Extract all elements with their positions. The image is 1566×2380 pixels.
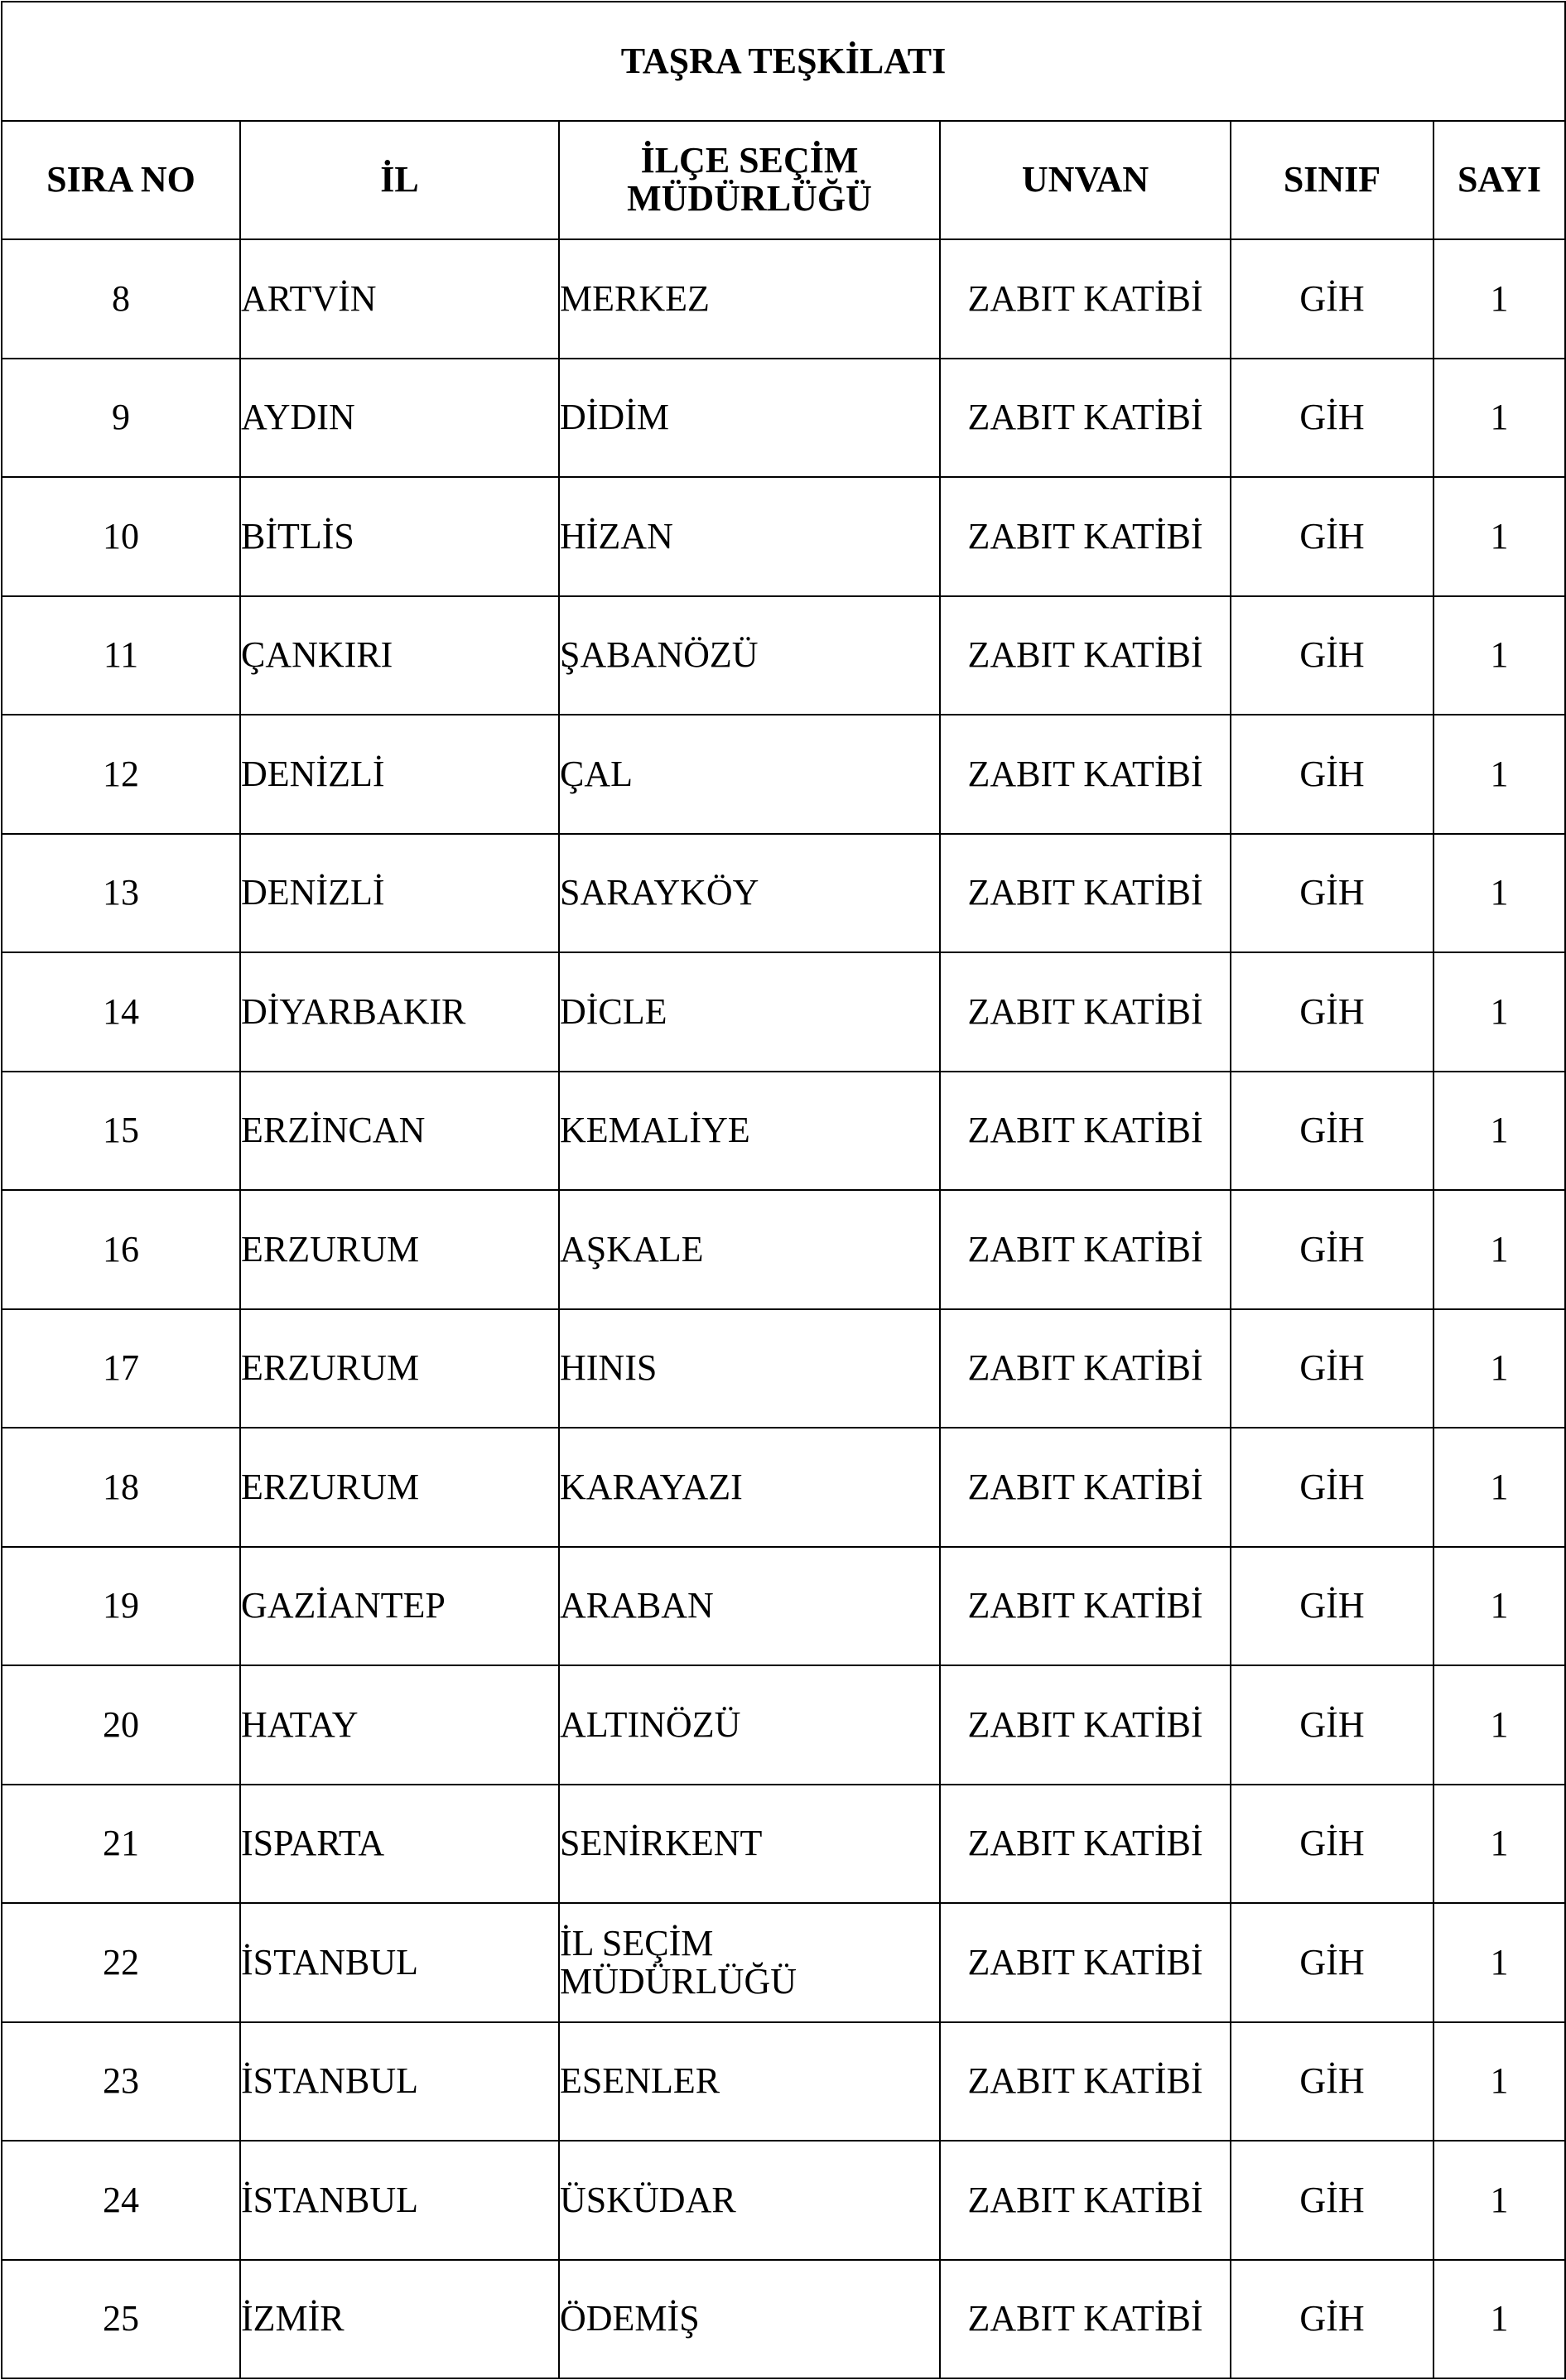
cell-sinif: GİH bbox=[1231, 1665, 1433, 1785]
cell-sira-no: 8 bbox=[2, 239, 240, 359]
cell-unvan: ZABIT KATİBİ bbox=[940, 359, 1231, 478]
cell-il: ERZİNCAN bbox=[240, 1072, 559, 1191]
cell-sira-no: 25 bbox=[2, 2260, 240, 2379]
cell-ilce: ÇAL bbox=[559, 715, 940, 834]
cell-unvan: ZABIT KATİBİ bbox=[940, 1428, 1231, 1547]
table-row bbox=[2, 1547, 1565, 1666]
cell-ilce: SARAYKÖY bbox=[559, 834, 940, 953]
cell-sinif: GİH bbox=[1231, 239, 1433, 359]
table-row bbox=[2, 1072, 1565, 1191]
cell-sayi: 1 bbox=[1433, 2260, 1565, 2379]
cell-il: AYDIN bbox=[240, 359, 559, 478]
cell-sinif: GİH bbox=[1231, 2260, 1433, 2379]
title-row bbox=[2, 2, 1565, 121]
cell-il: DENİZLİ bbox=[240, 834, 559, 953]
cell-ilce: SENİRKENT bbox=[559, 1785, 940, 1904]
cell-unvan: ZABIT KATİBİ bbox=[940, 2022, 1231, 2142]
table-row bbox=[2, 2022, 1565, 2142]
header-row bbox=[2, 121, 1565, 240]
cell-sinif: GİH bbox=[1231, 1428, 1433, 1547]
cell-ilce: DİCLE bbox=[559, 952, 940, 1072]
header-ilce-secim-mudurlugu bbox=[559, 121, 940, 240]
cell-sinif: GİH bbox=[1231, 596, 1433, 715]
cell-il: ERZURUM bbox=[240, 1190, 559, 1309]
cell-unvan: ZABIT KATİBİ bbox=[940, 1309, 1231, 1428]
header-il: İL bbox=[240, 121, 559, 240]
header-sira-no: SIRA NO bbox=[2, 121, 240, 240]
table-row bbox=[2, 1428, 1565, 1547]
cell-sira-no: 19 bbox=[2, 1547, 240, 1666]
cell-sayi: 1 bbox=[1433, 1547, 1565, 1666]
cell-sinif: GİH bbox=[1231, 715, 1433, 834]
cell-il: İZMİR bbox=[240, 2260, 559, 2379]
cell-unvan: ZABIT KATİBİ bbox=[940, 596, 1231, 715]
cell-il: İSTANBUL bbox=[240, 2141, 559, 2260]
cell-sinif: GİH bbox=[1231, 1309, 1433, 1428]
table-row bbox=[2, 2260, 1565, 2379]
cell-sira-no: 15 bbox=[2, 1072, 240, 1191]
cell-ilce: ARABAN bbox=[559, 1547, 940, 1666]
cell-unvan: ZABIT KATİBİ bbox=[940, 1547, 1231, 1666]
cell-il: ARTVİN bbox=[240, 239, 559, 359]
cell-sinif: GİH bbox=[1231, 1072, 1433, 1191]
cell-il: İSTANBUL bbox=[240, 2022, 559, 2142]
table-row bbox=[2, 1785, 1565, 1904]
cell-sayi: 1 bbox=[1433, 1309, 1565, 1428]
cell-sayi: 1 bbox=[1433, 834, 1565, 953]
header-unvan: UNVAN bbox=[940, 121, 1231, 240]
cell-il: ISPARTA bbox=[240, 1785, 559, 1904]
cell-sinif: GİH bbox=[1231, 1547, 1433, 1666]
cell-ilce: İL SEÇİM MÜDÜRLÜĞÜ bbox=[559, 1903, 940, 2022]
cell-sinif: GİH bbox=[1231, 1190, 1433, 1309]
cell-unvan: ZABIT KATİBİ bbox=[940, 834, 1231, 953]
table-row bbox=[2, 2141, 1565, 2260]
cell-sira-no: 23 bbox=[2, 2022, 240, 2142]
cell-ilce: KARAYAZI bbox=[559, 1428, 940, 1547]
cell-sinif: GİH bbox=[1231, 2141, 1433, 2260]
cell-il: HATAY bbox=[240, 1665, 559, 1785]
cell-ilce: ESENLER bbox=[559, 2022, 940, 2142]
cell-unvan: ZABIT KATİBİ bbox=[940, 952, 1231, 1072]
table-row bbox=[2, 715, 1565, 834]
cell-unvan: ZABIT KATİBİ bbox=[940, 1665, 1231, 1785]
cell-il: DENİZLİ bbox=[240, 715, 559, 834]
cell-sayi: 1 bbox=[1433, 2022, 1565, 2142]
table-row bbox=[2, 596, 1565, 715]
header-ilce-line1: İLÇE SEÇİM bbox=[640, 140, 859, 181]
header-sinif: SINIF bbox=[1231, 121, 1433, 240]
table-row bbox=[2, 1903, 1565, 2022]
cell-il: BİTLİS bbox=[240, 477, 559, 596]
cell-sayi: 1 bbox=[1433, 715, 1565, 834]
cell-ilce: ÜSKÜDAR bbox=[559, 2141, 940, 2260]
cell-sinif: GİH bbox=[1231, 834, 1433, 953]
table-row bbox=[2, 1309, 1565, 1428]
cell-ilce: ŞABANÖZÜ bbox=[559, 596, 940, 715]
cell-ilce: DİDİM bbox=[559, 359, 940, 478]
table-row bbox=[2, 477, 1565, 596]
cell-il: ERZURUM bbox=[240, 1428, 559, 1547]
cell-sira-no: 13 bbox=[2, 834, 240, 953]
cell-sira-no: 17 bbox=[2, 1309, 240, 1428]
cell-ilce: ALTINÖZÜ bbox=[559, 1665, 940, 1785]
cell-unvan: ZABIT KATİBİ bbox=[940, 2260, 1231, 2379]
cell-sira-no: 20 bbox=[2, 1665, 240, 1785]
cell-sira-no: 11 bbox=[2, 596, 240, 715]
cell-ilce: HINIS bbox=[559, 1309, 940, 1428]
cell-unvan: ZABIT KATİBİ bbox=[940, 1785, 1231, 1904]
cell-sira-no: 22 bbox=[2, 1903, 240, 2022]
cell-unvan: ZABIT KATİBİ bbox=[940, 239, 1231, 359]
table-row bbox=[2, 952, 1565, 1072]
cell-sayi: 1 bbox=[1433, 239, 1565, 359]
cell-sira-no: 18 bbox=[2, 1428, 240, 1547]
cell-sayi: 1 bbox=[1433, 596, 1565, 715]
cell-ilce: ÖDEMİŞ bbox=[559, 2260, 940, 2379]
cell-il: DİYARBAKIR bbox=[240, 952, 559, 1072]
cell-sayi: 1 bbox=[1433, 2141, 1565, 2260]
table-row bbox=[2, 239, 1565, 359]
cell-sayi: 1 bbox=[1433, 1190, 1565, 1309]
cell-il: ERZURUM bbox=[240, 1309, 559, 1428]
cell-sira-no: 9 bbox=[2, 359, 240, 478]
cell-sayi: 1 bbox=[1433, 952, 1565, 1072]
cell-il: ÇANKIRI bbox=[240, 596, 559, 715]
cell-sayi: 1 bbox=[1433, 1072, 1565, 1191]
cell-ilce: MERKEZ bbox=[559, 239, 940, 359]
table-row bbox=[2, 1665, 1565, 1785]
cell-ilce: HİZAN bbox=[559, 477, 940, 596]
header-ilce-line2: MÜDÜRLÜĞÜ bbox=[627, 178, 872, 219]
table-row bbox=[2, 1190, 1565, 1309]
cell-unvan: ZABIT KATİBİ bbox=[940, 477, 1231, 596]
table-body bbox=[2, 239, 1565, 2378]
cell-sinif: GİH bbox=[1231, 359, 1433, 478]
cell-sira-no: 16 bbox=[2, 1190, 240, 1309]
table-row bbox=[2, 834, 1565, 953]
tasra-teskilati-table bbox=[1, 1, 1566, 2379]
cell-sayi: 1 bbox=[1433, 1785, 1565, 1904]
cell-unvan: ZABIT KATİBİ bbox=[940, 715, 1231, 834]
cell-il: İSTANBUL bbox=[240, 1903, 559, 2022]
cell-unvan: ZABIT KATİBİ bbox=[940, 2141, 1231, 2260]
cell-sayi: 1 bbox=[1433, 1903, 1565, 2022]
cell-unvan: ZABIT KATİBİ bbox=[940, 1903, 1231, 2022]
cell-sira-no: 12 bbox=[2, 715, 240, 834]
cell-sinif: GİH bbox=[1231, 952, 1433, 1072]
cell-ilce: KEMALİYE bbox=[559, 1072, 940, 1191]
cell-sinif: GİH bbox=[1231, 477, 1433, 596]
header-sayi: SAYI bbox=[1433, 121, 1565, 240]
cell-il: GAZİANTEP bbox=[240, 1547, 559, 1666]
cell-sinif: GİH bbox=[1231, 2022, 1433, 2142]
cell-unvan: ZABIT KATİBİ bbox=[940, 1190, 1231, 1309]
table-row bbox=[2, 359, 1565, 478]
cell-ilce: AŞKALE bbox=[559, 1190, 940, 1309]
table-title: TAŞRA TEŞKİLATI bbox=[2, 2, 1565, 121]
cell-sira-no: 14 bbox=[2, 952, 240, 1072]
cell-sinif: GİH bbox=[1231, 1903, 1433, 2022]
cell-sira-no: 24 bbox=[2, 2141, 240, 2260]
cell-sira-no: 21 bbox=[2, 1785, 240, 1904]
cell-unvan: ZABIT KATİBİ bbox=[940, 1072, 1231, 1191]
cell-sira-no: 10 bbox=[2, 477, 240, 596]
cell-sayi: 1 bbox=[1433, 1428, 1565, 1547]
cell-sayi: 1 bbox=[1433, 1665, 1565, 1785]
cell-sinif: GİH bbox=[1231, 1785, 1433, 1904]
cell-sayi: 1 bbox=[1433, 359, 1565, 478]
cell-sayi: 1 bbox=[1433, 477, 1565, 596]
